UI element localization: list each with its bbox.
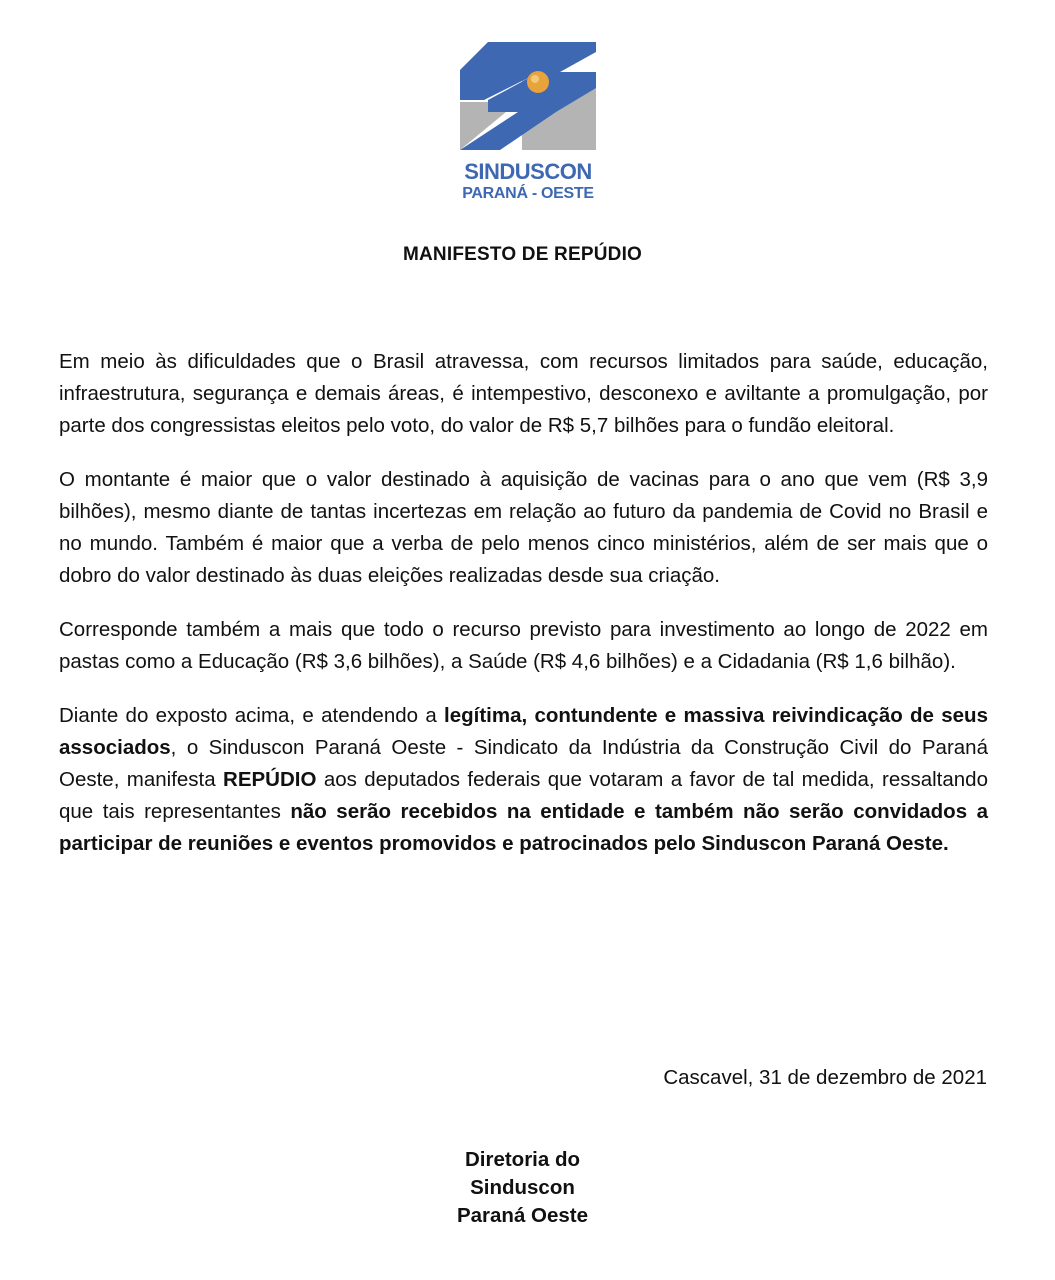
logo-name: SINDUSCON (464, 159, 592, 184)
paragraph-1: Em meio às dificuldades que o Brasil atravessa, com recursos limitados para saúde, educação, infraestrutura, segurança e demais áreas, é intempestivo, desconexo e aviltante a promulgação, por parte dos congressistas eleitos pelo voto, do valor de R$ 5,7 bilhões para o fundão eleitoral. (59, 350, 988, 437)
paragraph-3: Corresponde também a mais que todo o recurso previsto para investimento ao longo de 2022 em pastas como a Educação (R$ 3,6 bilhões), a Saúde (R$ 4,6 bilhões) e a Cidadania (R$ 1,6 bilhão). (59, 618, 988, 673)
sinduscon-emblem-icon (460, 42, 596, 154)
paragraph-4-part-a: Diante do exposto acima, e atendendo a (59, 704, 445, 727)
signature-line-3: Paraná Oeste (456, 1204, 589, 1227)
paragraph-4-part-c: , o Sinduscon Paraná Oeste - Sindicato da Indústria da Construção Civil do Paraná Oeste, manifesta (59, 736, 988, 791)
sinduscon-logo (458, 42, 598, 202)
document-body (59, 346, 988, 860)
paragraph-4-part-e: aos deputados federais que votaram a favor de tal medida, ressaltando que tais representantes (59, 768, 988, 823)
document-title: MANIFESTO DE REPÚDIO (402, 244, 643, 265)
place-and-date: Cascavel, 31 de dezembro de 2021 (663, 1066, 987, 1089)
paragraph-4-bold-claim: legítima, contundente e massiva reivindicação de seus associados (59, 704, 988, 759)
logo-subtitle: PARANÁ - OESTE (462, 185, 594, 202)
paragraph-4 (59, 700, 988, 860)
signature-line-1: Diretoria do (464, 1148, 581, 1171)
signature-block (0, 1146, 1045, 1230)
signature-line-2: Sinduscon (470, 1176, 575, 1199)
paragraph-2: O montante é maior que o valor destinado à aquisição de vacinas para o ano que vem (R$ 3,9 bilhões), mesmo diante de tantas incertezas em relação ao futuro da pandemia de Covid no Brasil e no mundo. Também é maior que a verba de pelo menos cinco ministérios, além de ser mais que o dobro do valor destinado às duas eleições realizadas desde sua criação. (59, 468, 988, 587)
paragraph-4-bold-repudio: REPÚDIO (223, 768, 317, 791)
paragraph-4-bold-conclusion: não serão recebidos na entidade e também não serão convidados a participar de reuniões e eventos promovidos e patrocinados pelo Sinduscon Paraná Oeste. (59, 800, 988, 855)
